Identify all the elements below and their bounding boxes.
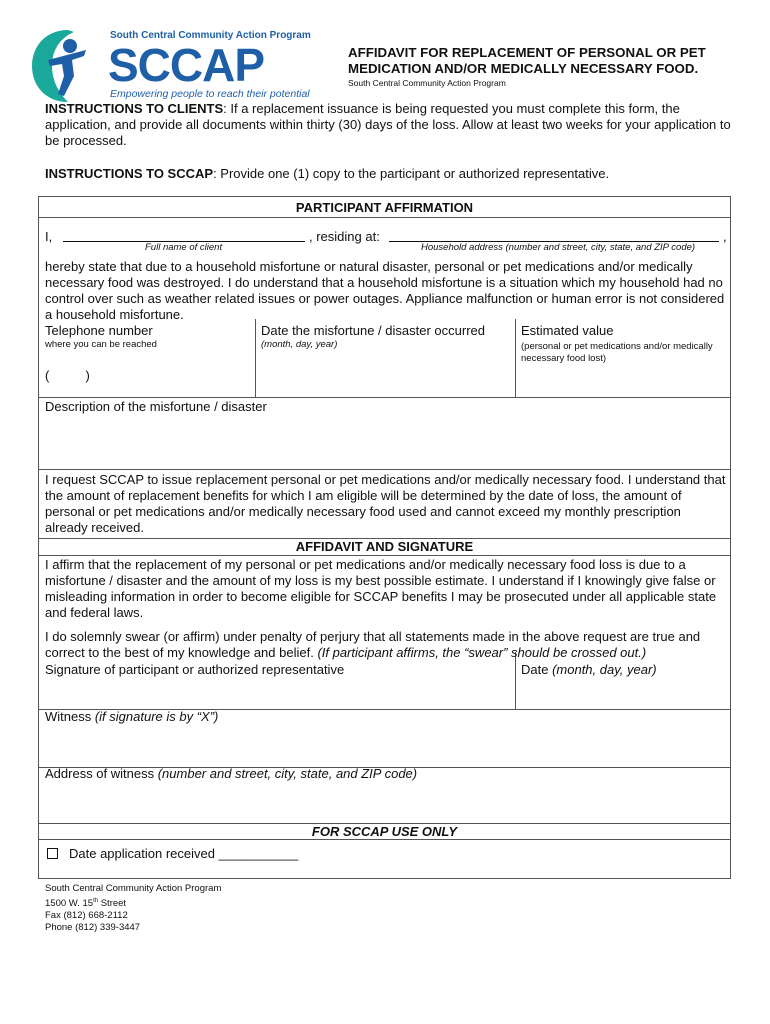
footer-street-number: 1500 W. 15	[45, 898, 94, 910]
affirm-statement: I affirm that the replacement of my personal or pet medications and/or medically necessary food loss is due to a misfortune / disaster and the amount of my loss is my best possible estimate. I understand if I knowingly give false or misleading information in order to become eligible for SCCAP benefits I may be prosecuted under all applicable state and federal laws.	[45, 557, 717, 620]
signature-date-text: Date	[521, 662, 553, 677]
signature-field[interactable]	[45, 679, 505, 705]
form-title: AFFIDAVIT FOR REPLACEMENT OF PERSONAL OR PET MEDICATION AND/OR MEDICALLY NECESSARY FOOD.	[348, 45, 706, 76]
household-address-field[interactable]	[389, 229, 719, 242]
witness-address-field[interactable]	[45, 784, 725, 820]
instructions-clients	[45, 101, 735, 149]
swear-note: (If participant affirms, the “swear” should be crossed out.)	[317, 645, 647, 660]
disaster-date-label: Date the misfortune / disaster occurred	[261, 323, 485, 338]
person-figure-icon	[28, 26, 110, 106]
footer-street-name: Street	[98, 898, 127, 910]
date-received-label: Date application received ___________	[69, 846, 299, 861]
estimated-value-caption: (personal or pet medications and/or medically necessary food lost)	[521, 341, 713, 364]
swear-statement	[45, 629, 729, 661]
sccap-logo	[28, 26, 318, 106]
client-name-field[interactable]	[63, 229, 305, 242]
telephone-field[interactable]: ( )	[45, 368, 90, 383]
address-comma: ,	[723, 229, 727, 244]
logo-org-line: South Central Community Action Program	[110, 30, 311, 41]
affidavit-heading: AFFIDAVIT AND SIGNATURE	[295, 539, 474, 554]
i-label: I,	[45, 229, 53, 244]
witness-address-label	[45, 766, 417, 782]
instructions-clients-text: : If a replacement issuance is being requested you must complete this form, the application, and provide all documents within thirty (30) days of the loss. Allow at least two weeks for your application to be processed.	[45, 101, 731, 148]
misfortune-statement: hereby state that due to a household misfortune or natural disaster, personal or pet medications and/or medically necessary food was destroyed. I do understand that a household misfortune is a situation which my household had no control over such as weather related issues or power outages. Appliance malfunction or human error is not considered a household misfortune.	[45, 259, 725, 322]
logo-tagline: Empowering people to reach their potential	[110, 88, 310, 100]
instructions-sccap-text: : Provide one (1) copy to the participant or authorized representative.	[213, 166, 610, 181]
logo-acronym: SCCAP	[108, 39, 265, 91]
footer-org: South Central Community Action Program	[45, 883, 222, 894]
disaster-date-caption: (month, day, year)	[261, 339, 338, 350]
request-statement: I request SCCAP to issue replacement personal or pet medications and/or medically necessary food. I understand that the amount of replacement benefits for which I am eligible will be determined by the date of loss, the amount of personal or pet medications and/or medically necessary food used and cannot exceed my monthly prescription already received.	[45, 472, 726, 535]
footer-street	[45, 895, 221, 910]
footer-address	[45, 883, 221, 934]
affidavit-form	[38, 196, 731, 879]
witness-field[interactable]	[45, 727, 725, 763]
witness-address-text: Address of witness	[45, 766, 158, 781]
office-use-heading: FOR SCCAP USE ONLY	[311, 824, 458, 839]
instructions-clients-label: INSTRUCTIONS TO CLIENTS	[45, 101, 224, 116]
witness-address-note: (number and street, city, state, and ZIP code)	[157, 766, 418, 781]
telephone-caption: where you can be reached	[45, 339, 157, 350]
signature-date-note: (month, day, year)	[552, 662, 657, 677]
signature-label: Signature of participant or authorized representative	[45, 662, 345, 677]
footer-fax: Fax (812) 668-2112	[45, 910, 128, 922]
footer-phone: Phone (812) 339-3447	[45, 922, 141, 934]
witness-text: Witness	[45, 709, 95, 724]
form-subtitle: South Central Community Action Program	[348, 78, 506, 88]
instructions-sccap-label: INSTRUCTIONS TO SCCAP	[45, 166, 214, 181]
description-field[interactable]	[45, 417, 725, 465]
name-caption: Full name of client	[145, 242, 223, 253]
witness-label	[45, 709, 218, 725]
participant-affirmation-heading: PARTICIPANT AFFIRMATION	[295, 200, 474, 215]
estimated-value-label: Estimated value	[521, 323, 614, 338]
footer-street-suffix: th	[93, 898, 99, 904]
residing-label: , residing at:	[309, 229, 380, 244]
swear-text: I do solemnly swear (or affirm) under penalty of perjury that all statements made in the above request are true and correct to the best of my knowledge and belief.	[45, 629, 701, 660]
date-received-checkbox[interactable]	[47, 848, 58, 859]
instructions-sccap	[45, 166, 735, 182]
witness-note: (if signature is by “X”)	[94, 709, 219, 724]
address-caption: Household address (number and street, city, state, and ZIP code)	[421, 242, 696, 253]
signature-date-label	[521, 662, 657, 678]
telephone-label: Telephone number	[45, 323, 153, 338]
description-label: Description of the misfortune / disaster	[45, 399, 267, 414]
